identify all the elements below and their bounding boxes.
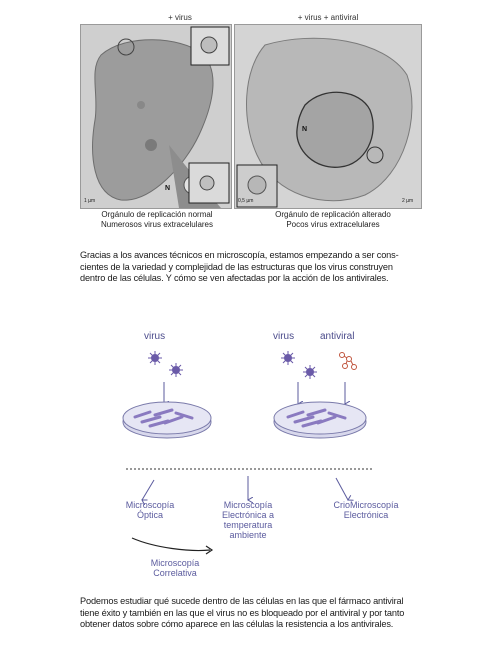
paragraph-intro-line-3: dentro de las células. Y cómo se ven afectadas por la acción de los antivirales.	[80, 273, 389, 283]
virus-icon-right-1	[281, 351, 295, 365]
paragraph-intro	[80, 250, 440, 285]
label-microscopia-optica-line-2: Óptica	[136, 510, 163, 520]
paragraph-resistance-line-3: obtener datos sobre cómo aparece en las células la resistencia a los antivirales.	[80, 619, 394, 629]
left-panel-title: + virus	[168, 13, 192, 22]
virus-icon-left-1	[148, 351, 162, 365]
culture-dish-left	[123, 402, 211, 438]
label-microscopia-electronica	[203, 500, 293, 540]
virus-icon-right-2	[303, 365, 317, 379]
paragraph-intro-line-1: Gracias a los avances técnicos en microscopía, estamos empezando a ser cons-	[80, 250, 399, 260]
paragraph-resistance-line-2: tiene éxito y también en las que el virus no es bloqueado por el antiviral y por tanto	[80, 607, 405, 618]
right-caption-2: Pocos virus extracelulares	[286, 220, 380, 229]
left-caption-1: Orgánulo de replicación normal	[101, 210, 213, 219]
paragraph-intro-line-2: cientes de la variedad y complejidad de las estructuras que los virus construyen	[80, 261, 393, 272]
workflow-diagram	[80, 320, 420, 590]
antiviral-icon	[340, 353, 357, 370]
label-microscopia-optica-line-1: Microscopía	[125, 500, 175, 510]
virus-icon-left-2	[169, 363, 183, 377]
left-caption-2: Numerosos virus extracelulares	[100, 220, 214, 229]
em-image-virus-antiviral	[234, 24, 422, 209]
label-me-line-4: ambiente	[229, 530, 267, 540]
em-image-virus-antiviral-drawing	[235, 25, 421, 208]
em-image-virus	[80, 24, 232, 209]
paragraph-resistance	[80, 596, 450, 631]
label-microscopia-correlativa	[130, 558, 220, 578]
label-me-line-2: Electrónica a	[221, 510, 275, 520]
label-correl-line-2: Correlativa	[153, 568, 197, 578]
right-panel-title: + virus + antiviral	[297, 13, 359, 22]
label-crio-line-1: CrioMicroscopía	[333, 500, 399, 510]
label-me-line-1: Microscopía	[223, 500, 273, 510]
em-image-virus-drawing	[81, 25, 231, 208]
workflow-diagram-drawing	[80, 320, 420, 590]
nucleus-label-left: N	[165, 185, 171, 192]
label-crio-line-2: Electrónica	[343, 510, 389, 520]
right-caption-1: Orgánulo de replicación alterado	[275, 210, 391, 219]
label-microscopia-optica	[105, 500, 195, 520]
virus-label-left: virus	[144, 331, 166, 342]
antiviral-label: antiviral	[320, 331, 355, 342]
nucleus-label-right: N	[302, 126, 308, 133]
scale-bar-left: 1 µm	[84, 198, 96, 204]
scale-bar-right: 2 µm	[402, 198, 414, 204]
culture-dish-right	[274, 402, 366, 438]
label-me-line-3: temperatura	[223, 520, 273, 530]
scale-bar-inset: 0,5 µm	[238, 198, 254, 204]
paragraph-resistance-line-1: Podemos estudiar qué sucede dentro de las células en las que el fármaco antiviral	[80, 596, 404, 606]
label-correl-line-1: Microscopía	[150, 558, 200, 568]
virus-label-right: virus	[273, 331, 295, 342]
label-criomicroscopia	[320, 500, 412, 520]
